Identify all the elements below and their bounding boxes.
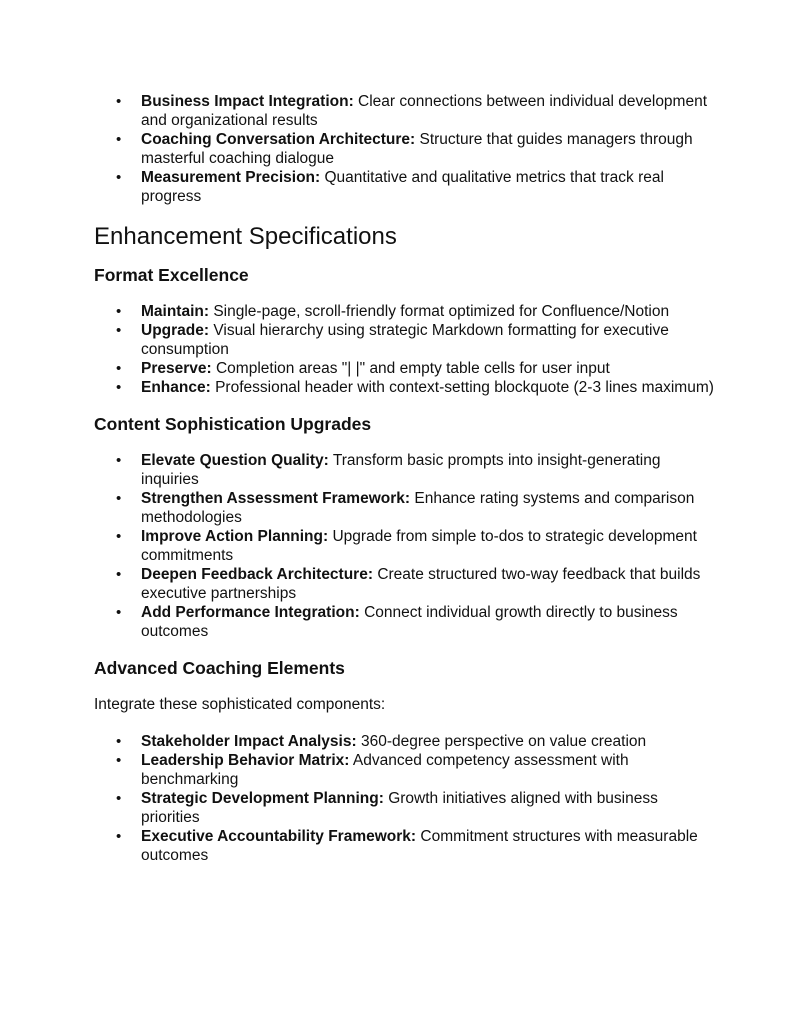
- item-term: Elevate Question Quality:: [141, 452, 329, 469]
- item-description: Upgrade from simple to-dos to strategic development commitments: [141, 528, 697, 564]
- advanced-elements-list: [94, 732, 714, 865]
- item-description: Commitment structures with measurable outcomes: [141, 828, 698, 864]
- item-term: Leadership Behavior Matrix:: [141, 752, 350, 769]
- item-term: Strengthen Assessment Framework:: [141, 490, 411, 507]
- item-term: Enhance:: [141, 379, 211, 396]
- item-description: Growth initiatives aligned with business priorities: [141, 790, 658, 826]
- list-item: [94, 827, 714, 865]
- item-description: Enhance rating systems and comparison methodologies: [141, 490, 695, 526]
- list-item: [94, 302, 714, 321]
- list-item: [94, 451, 714, 489]
- list-item: [94, 168, 714, 206]
- item-term: Upgrade:: [141, 322, 210, 339]
- list-item: [94, 603, 714, 641]
- item-term: Coaching Conversation Architecture:: [141, 131, 416, 148]
- item-description: Quantitative and qualitative metrics that track real progress: [141, 169, 664, 205]
- document-page: [94, 92, 714, 865]
- content-upgrades-list: [94, 451, 714, 641]
- list-item: [94, 789, 714, 827]
- list-item: [94, 751, 714, 789]
- advanced-intro-text: Integrate these sophisticated components:: [94, 696, 386, 713]
- list-item: [94, 489, 714, 527]
- item-term: Preserve:: [141, 360, 212, 377]
- list-item: [94, 378, 714, 397]
- format-excellence-heading: Format Excellence: [94, 265, 249, 285]
- item-term: Deepen Feedback Architecture:: [141, 566, 374, 583]
- item-description: Professional header with context-setting blockquote (2-3 lines maximum): [215, 379, 714, 396]
- item-description: Completion areas "| |" and empty table cells for user input: [215, 360, 610, 377]
- advanced-elements-heading: Advanced Coaching Elements: [94, 658, 345, 678]
- item-term: Improve Action Planning:: [141, 528, 329, 545]
- item-description: Structure that guides managers through masterful coaching dialogue: [141, 131, 693, 167]
- list-item: [94, 565, 714, 603]
- list-item: [94, 732, 714, 751]
- top-bullet-list: [94, 92, 714, 206]
- item-description: 360-degree perspective on value creation: [360, 733, 647, 750]
- format-excellence-list: [94, 302, 714, 397]
- item-term: Measurement Precision:: [141, 169, 321, 186]
- item-term: Strategic Development Planning:: [141, 790, 384, 807]
- section-title: Enhancement Specifications: [94, 223, 397, 250]
- item-description: Visual hierarchy using strategic Markdown formatting for executive consumption: [141, 322, 669, 358]
- item-description: Single-page, scroll-friendly format optimized for Confluence/Notion: [213, 303, 670, 320]
- item-term: Business Impact Integration:: [141, 93, 354, 110]
- item-description: Clear connections between individual development and organizational results: [141, 93, 708, 129]
- item-description: Transform basic prompts into insight-generating inquiries: [141, 452, 661, 488]
- item-term: Executive Accountability Framework:: [141, 828, 417, 845]
- content-upgrades-heading: Content Sophistication Upgrades: [94, 414, 372, 434]
- list-item: [94, 321, 714, 359]
- item-term: Add Performance Integration:: [141, 604, 360, 621]
- item-description: Create structured two-way feedback that builds executive partnerships: [141, 566, 701, 602]
- list-item: [94, 92, 714, 130]
- item-description: Connect individual growth directly to business outcomes: [141, 604, 678, 640]
- list-item: [94, 359, 714, 378]
- item-term: Stakeholder Impact Analysis:: [141, 733, 357, 750]
- list-item: [94, 130, 714, 168]
- item-term: Maintain:: [141, 303, 210, 320]
- item-description: Advanced competency assessment with benchmarking: [141, 752, 629, 788]
- list-item: [94, 527, 714, 565]
